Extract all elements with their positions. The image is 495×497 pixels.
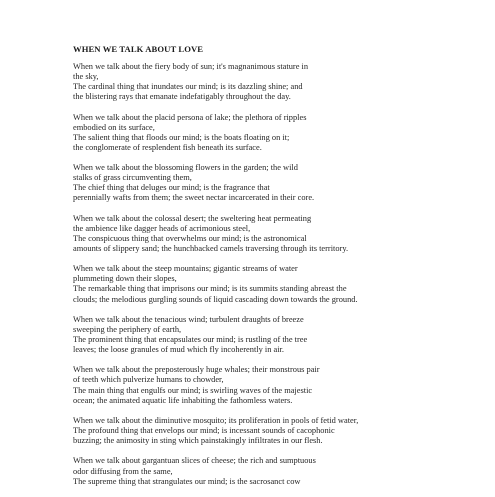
poem-line: When we talk about the colossal desert; the sweltering heat permeating (73, 213, 312, 223)
poem-line: When we talk about gargantuan slices of cheese; the rich and sumptuous (73, 456, 316, 466)
poem-line: When we talk about the fiery body of sun; it's magnanimous stature in (73, 62, 309, 71)
poem-line: The remarkable thing that imprisons our mind; is its summits standing abreast the (73, 284, 347, 294)
stanza-6 (73, 315, 473, 355)
stanza-1 (73, 62, 473, 102)
poem-line: leaves; the loose granules of mud which fly incoherently in air. (73, 345, 284, 355)
poem-line: The profound thing that envelops our mind; is incessant sounds of cacophonic (73, 426, 335, 436)
poem-line: The supreme thing that strangulates our mind; is the sacrosanct cow (73, 476, 301, 486)
poem-line: When we talk about the tenacious wind; turbulent draughts of breeze (73, 314, 304, 324)
poem-line: When we talk about the preposterously huge whales; their monstrous pair (73, 365, 320, 375)
stanza-7 (73, 365, 473, 405)
poem-line: When we talk about the placid persona of lake; the plethora of ripples (73, 112, 307, 122)
poem-title: WHEN WE TALK ABOUT LOVE (73, 44, 204, 54)
poem-body (73, 62, 473, 497)
poem-line: clouds; the melodious gurgling sounds of liquid cascading down towards the ground. (73, 294, 358, 304)
poem-line: of teeth which pulverize humans to chowder, (73, 375, 224, 385)
stanza-9 (73, 456, 473, 486)
poem-line: odor diffusing from the same, (73, 466, 173, 476)
poem-line: The chief thing that deluges our mind; is the fragrance that (73, 183, 270, 193)
poem-line: sweeping the periphery of earth, (73, 324, 182, 334)
poem-line: The conspicuous thing that overwhelms our mind; is the astronomical (73, 233, 307, 243)
poem-line: The cardinal thing that inundates our mind; is its dazzling shine; and (73, 82, 303, 92)
poem-line: the blistering rays that emanate indefatigably throughout the day. (73, 92, 291, 102)
stanza-8 (73, 416, 473, 446)
poem-line: embodied on its surface, (73, 122, 155, 132)
poem-line: buzzing; the animosity in sting which painstakingly infiltrates in our flesh. (73, 436, 323, 446)
stanza-2 (73, 113, 473, 153)
poem-line: The salient thing that floods our mind; is the boats floating on it; (73, 132, 290, 142)
poem-line: amounts of slippery sand; the hunchbacked camels traversing through its territory. (73, 243, 349, 253)
poem-line: When we talk about the steep mountains; gigantic streams of water (73, 264, 298, 274)
poem-line: When we talk about the diminutive mosquito; its proliferation in pools of fetid water, (73, 415, 359, 425)
stanza-4 (73, 214, 473, 254)
poem-line: the ambience like dagger heads of acrimonious steel, (73, 223, 251, 233)
poem-line: The main thing that engulfs our mind; is swirling waves of the majestic (73, 385, 313, 395)
poem-line: ocean; the animated aquatic life inhabiting the fathomless waters. (73, 395, 293, 405)
poem-line: stalks of grass circumventing them, (73, 173, 192, 183)
poem-line: The prominent thing that encapsulates our mind; is rustling of the tree (73, 335, 308, 344)
poem-line: perennially wafts from them; the sweet nectar incarcerated in their core. (73, 193, 315, 203)
poem-line: the conglomerate of resplendent fish beneath its surface. (73, 142, 262, 152)
stanza-3 (73, 163, 473, 203)
poem-line: plummeting down their slopes, (73, 274, 177, 284)
poem-line: When we talk about the blossoming flowers in the garden; the wild (73, 163, 298, 173)
stanza-5 (73, 264, 473, 304)
poem-line: the sky, (73, 72, 99, 82)
